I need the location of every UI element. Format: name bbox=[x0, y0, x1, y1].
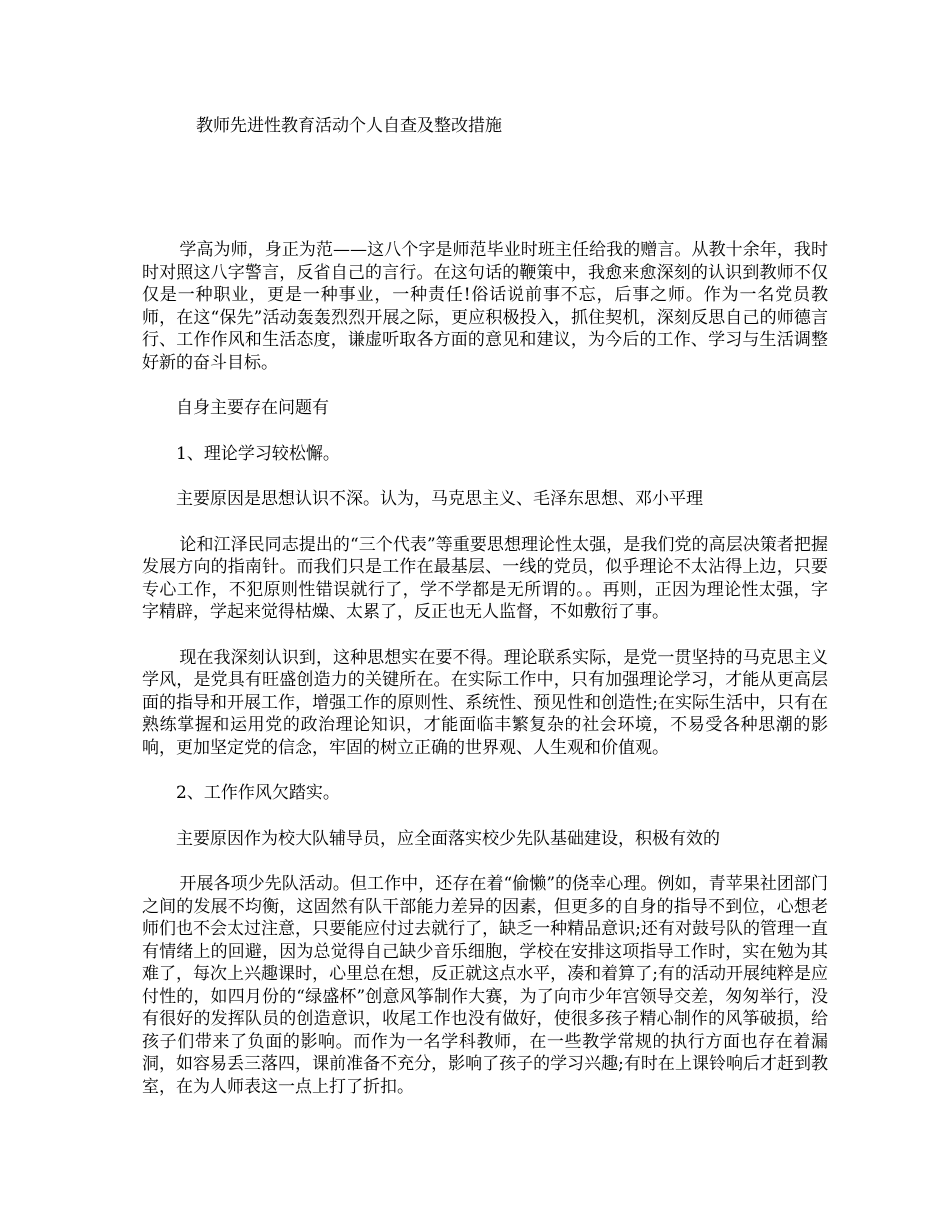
problems-heading: 自身主要存在问题有 bbox=[176, 398, 329, 418]
section-1-heading: 1、理论学习较松懈。 bbox=[176, 443, 340, 464]
section-2-paragraph: 开展各项少先队活动。但工作中，还存在着“偷懒”的侥幸心理。例如，青苹果社团部门之间的发展不均衡，这固然有队干部能力差异的因素，但更多的自身的指导不到位，心想老师们也不会太过注意，只要能应付过去就行了，缺乏一种精品意识;还有对鼓号队的管理一直有情绪上的回避，因为总觉得自己缺少音乐细胞，学校在安排这项指导工作时，实在勉为其难了，每次上兴趣课时，心里总在想，反正就这点水平，凑和着算了;有的活动开展纯粹是应付性的，如四月份的“绿盛杯”创意风筝制作大赛，为了向市少年宫领导交差，匆匆举行，没有很好的发挥队员的创造意识，收尾工作也没有做好，使很多孩子精心制作的风筝破损，给孩子们带来了负面的影响。而作为一名学科教师，在一些教学常规的执行方面也存在着漏洞，如容易丢三落四，课前准备不充分，影响了孩子的学习兴趣;有时在上课铃响后才赶到教室，在为人师表这一点上打了折扣。 bbox=[142, 874, 828, 1097]
section-1-cause-line: 主要原因是思想认识不深。认为，马克思主义、毛泽东思想、邓小平理 bbox=[176, 489, 703, 509]
intro-paragraph: 学高为师，身正为范——这八个字是师范毕业时班主任给我的赠言。从教十余年，我时时对照这八字警言，反省自己的言行。在这句话的鞭策中，我愈来愈深刻的认识到教师不仅仅是一种职业，更是一种事业，一种责任!俗话说前事不忘，后事之师。作为一名党员教师，在这“保先”活动轰轰烈烈开展之际，更应积极投入，抓住契机，深刻反思自己的师德言行、工作作风和生活态度，谦虚听取各方面的意见和建议，为今后的工作、学习与生活调整好新的奋斗目标。 bbox=[142, 240, 828, 373]
document-body bbox=[142, 239, 828, 1121]
section-1-paragraph: 论和江泽民同志提出的“三个代表”等重要思想理论性太强，是我们党的高层决策者把握发展方向的指南针。而我们只是工作在最基层、一线的党员，似乎理论不太沾得上边，只要专心工作，不犯原则性错误就行了，学不学都是无所谓的。。再则，正因为理论性太强，字字精辟，学起来觉得枯燥、太累了，反正也无人监督，不如敷衍了事。 bbox=[142, 534, 828, 622]
document-title: 教师先进性教育活动个人自查及整改措施 bbox=[196, 116, 502, 136]
section-1-reflection-paragraph: 现在我深刻认识到，这种思想实在要不得。理论联系实际，是党一贯坚持的马克思主义学风，是党具有旺盛创造力的关键所在。在实际工作中，只有加强理论学习，才能从更高层面的指导和开展工作，增强工作的原则性、系统性、预见性和创造性;在实际生活中，只有在熟练掌握和运用党的政治理论知识，才能面临丰繁复杂的社会环境，不易受各种思潮的影响，更加坚定党的信念，牢固的树立正确的世界观、人生观和价值观。 bbox=[142, 647, 828, 758]
section-2-cause-line: 主要原因作为校大队辅导员，应全面落实校少先队基础建设，积极有效的 bbox=[176, 828, 720, 849]
section-2-heading: 2、工作作风欠踏实。 bbox=[176, 783, 340, 803]
